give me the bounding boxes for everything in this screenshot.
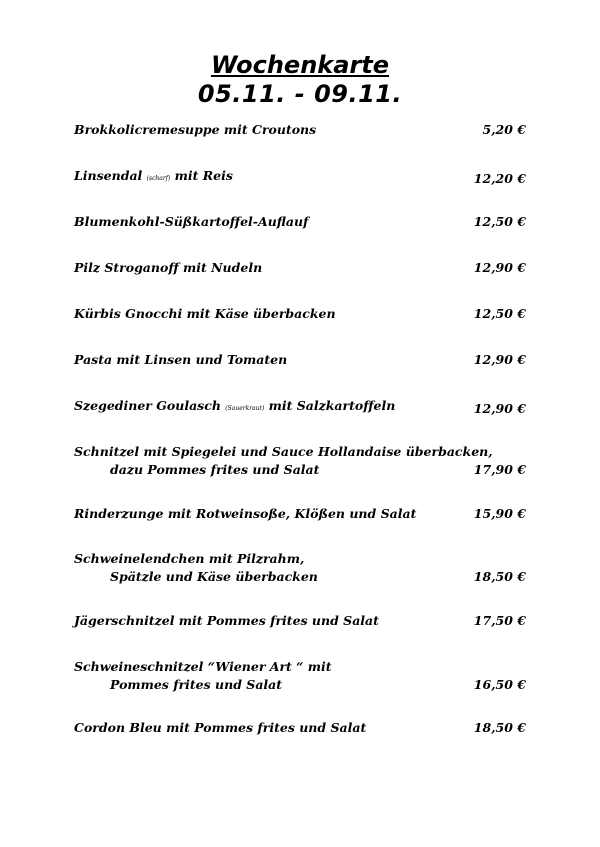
menu-item-price: 17,90 € [473, 462, 526, 477]
menu-item-price: 12,50 € [473, 306, 526, 321]
menu-item [74, 167, 526, 188]
menu-item [74, 550, 526, 586]
menu-item [74, 305, 526, 323]
menu-item-name: Kürbis Gnocchi mit Käse überbacken [74, 306, 336, 321]
menu-item [74, 443, 526, 479]
menu-item-price: 12,90 € [473, 401, 526, 416]
menu-item-name: Schweinelendchen mit Pilzrahm, [74, 551, 305, 566]
menu-item-price: 16,50 € [473, 677, 526, 692]
menu-item-name: Schweineschnitzel “Wiener Art “ mit [74, 659, 332, 674]
menu-item-price: 15,90 € [473, 506, 526, 521]
menu-item-name-line2: Spätzle und Käse überbacken [110, 569, 318, 584]
menu-item-name-line2: Pommes frites und Salat [110, 677, 283, 692]
menu-item-note: (scharf) [146, 175, 171, 182]
menu-item-price: 18,50 € [473, 569, 526, 584]
menu-item-price: 12,50 € [473, 214, 526, 229]
menu-item-name: Jägerschnitzel mit Pommes frites und Salat [74, 613, 379, 628]
menu-item-name-line2: dazu Pommes frites und Salat [110, 462, 320, 477]
menu-item-price: 18,50 € [473, 720, 526, 735]
menu-item [74, 505, 526, 523]
menu-item [74, 397, 526, 418]
menu-item [74, 121, 526, 139]
menu-item-name: Linsendal (scharf) mit Reis [74, 168, 233, 183]
menu-item-price: 12,90 € [473, 260, 526, 275]
menu-item-name: Pilz Stroganoff mit Nudeln [74, 260, 263, 275]
menu-item-name: Szegediner Goulasch (Sauerkraut) mit Salzkartoffeln [74, 398, 396, 413]
page-title: Wochenkarte [210, 51, 390, 79]
menu-item [74, 658, 526, 694]
menu-item-name: Pasta mit Linsen und Tomaten [74, 352, 288, 367]
menu-item [74, 259, 526, 277]
menu-item [74, 719, 526, 737]
menu-item [74, 351, 526, 369]
menu-item-name: Cordon Bleu mit Pommes frites und Salat [74, 720, 367, 735]
menu-item-name: Brokkolicremesuppe mit Croutons [74, 122, 317, 137]
menu-item-name: Schnitzel mit Spiegelei und Sauce Hollandaise überbacken, [74, 444, 493, 459]
menu-item-name: Rinderzunge mit Rotweinsoße, Klößen und Salat [74, 506, 417, 521]
menu-item-price: 12,20 € [473, 171, 526, 186]
menu-item-note: (Sauerkraut) [225, 405, 265, 412]
menu-item-price: 12,90 € [473, 352, 526, 367]
menu-item-price: 17,50 € [473, 613, 526, 628]
date-range: 05.11. - 09.11. [197, 80, 403, 108]
menu-item [74, 612, 526, 630]
menu-item [74, 213, 526, 231]
menu-item-price: 5,20 € [482, 122, 526, 137]
menu-item-name: Blumenkohl-Süßkartoffel-Auflauf [74, 214, 309, 229]
